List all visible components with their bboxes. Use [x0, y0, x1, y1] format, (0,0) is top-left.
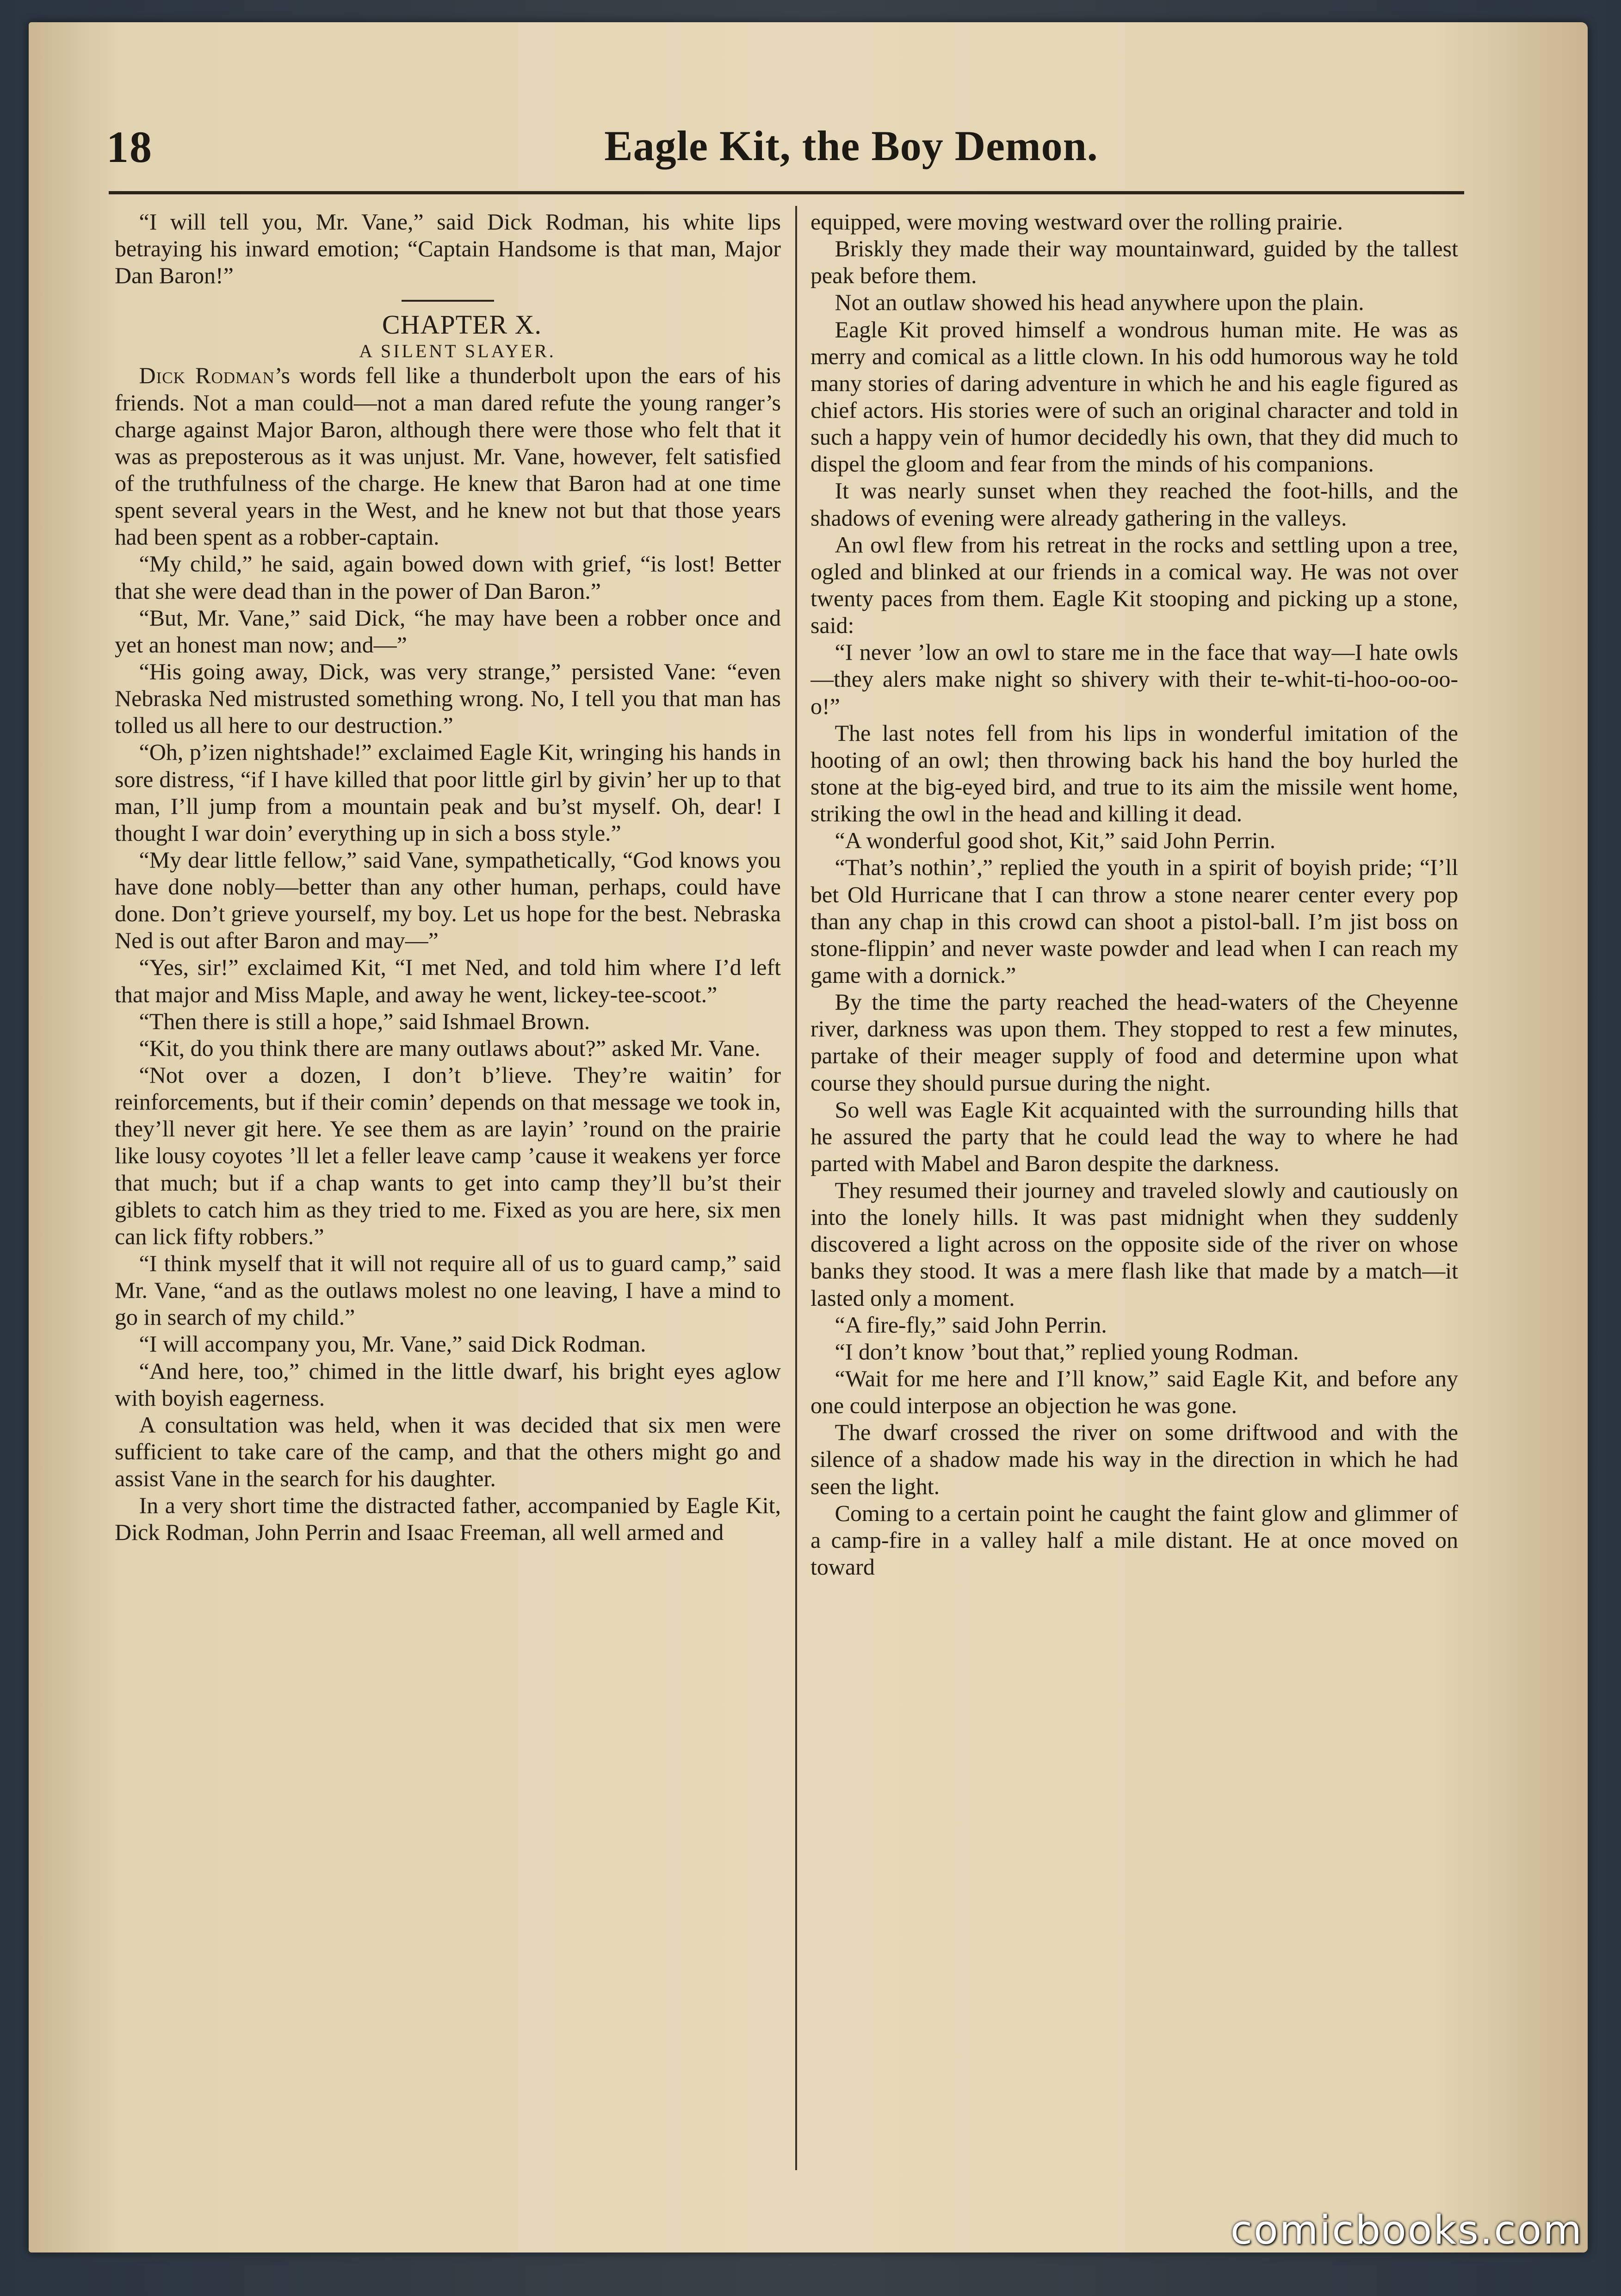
paragraph: “A wonderful good shot, Kit,” said John Perrin.: [835, 827, 1276, 854]
paragraph: “Yes, sir!” exclaimed Kit, “I met Ned, and told him where I’d left that major and Miss Maple, and away he went, lickey-tee-scoot.”: [115, 954, 781, 1007]
paragraph: “His going away, Dick, was very strange,” persisted Vane: “even Nebraska Ned mistrusted something wrong. No, I tell you that man has tolled us all here to our destruction.”: [115, 658, 781, 738]
running-title: Eagle Kit, the Boy Demon.: [604, 122, 1098, 169]
paragraph: “My child,” he said, again bowed down with grief, “is lost! Better that she were dead than in the power of Dan Baron.”: [115, 551, 781, 604]
paragraph: “I think myself that it will not require all of us to guard camp,” said Mr. Vane, “and as the outlaws molest no one leaving, I have a mind to go in search of my child.”: [115, 1250, 781, 1330]
paragraph: “I will tell you, Mr. Vane,” said Dick Rodman, his white lips betraying his inward emotion; “Captain Handsome is that man, Major Dan Baron!”: [115, 209, 781, 289]
chapter-title: CHAPTER X.: [382, 310, 542, 340]
paragraph: “But, Mr. Vane,” said Dick, “he may have been a robber once and yet an honest man now; and—”: [115, 604, 781, 658]
paragraph: “Wait for me here and I’ll know,” said Eagle Kit, and before any one could interpose an objection he was gone.: [810, 1365, 1458, 1419]
paragraph: An owl flew from his retreat in the rocks and settling upon a tree, ogled and blinked at our friends in a comical way. He was not over twenty paces from them. Eagle Kit stooping and picking up a stone, said:: [810, 531, 1458, 639]
section-divider: [402, 300, 494, 302]
paragraph: A consultation was held, when it was decided that six men were sufficient to take care of the camp, and that the others might go and assist Vane in the search for his daughter.: [115, 1411, 781, 1492]
column-rule: [795, 206, 797, 2170]
paragraph: Not an outlaw showed his head anywhere upon the plain.: [835, 289, 1364, 316]
small-caps-lead: Dick Rodman: [139, 362, 275, 389]
right-column: [810, 208, 1458, 2170]
paragraph: [115, 362, 781, 550]
paragraph: equipped, were moving westward over the rolling prairie.: [810, 209, 1343, 235]
paragraph-text: ’s words fell like a thunderbolt upon the ears of his friends. Not a man could—not a man dared refute the young ranger’s charge against Major Baron, although there were those who felt that it was as preposterous as it was unjust. Mr. Vane, however, felt satisfied of the truthfulness of the charge. He knew that Baron had at one time spent several years in the West, and he knew not but that those years had been spent as a robber-captain.: [115, 362, 781, 550]
paragraph: “I never ’low an owl to stare me in the face that way—I hate owls—they alers make night so shivery with their te-whit-ti-hoo-oo-oo-o!”: [810, 639, 1458, 719]
paragraph: In a very short time the distracted father, accompanied by Eagle Kit, Dick Rodman, John Perrin and Isaac Freeman, all well armed and: [115, 1492, 781, 1545]
paragraph: “A fire-fly,” said John Perrin.: [835, 1311, 1107, 1338]
paragraph: “Not over a dozen, I don’t b’lieve. They’re waitin’ for reinforcements, but if their comin’ depends on that message we took in, they’ll never git here. Ye see them as are layin’ ’round on the prairie like lousy coyotes ’ll let a feller leave camp ’cause it weakens yer force that much; but if a chap wants to get into camp they’ll bu’st their giblets to catch him as they tried to me. Fixed as you are here, six men can lick fifty robbers.”: [115, 1062, 781, 1249]
paragraph: It was nearly sunset when they reached the foot-hills, and the shadows of evening were already gathering in the valleys.: [810, 478, 1458, 531]
paragraph: The last notes fell from his lips in wonderful imitation of the hooting of an owl; then throwing back his hand the boy hurled the stone at the big-eyed bird, and true to its aim the missile went home, striking the owl in the head and killing it dead.: [810, 720, 1458, 827]
paragraph: “Kit, do you think there are many outlaws about?” asked Mr. Vane.: [139, 1035, 761, 1061]
chapter-subtitle: A SILENT SLAYER.: [359, 340, 556, 361]
paragraph: “My dear little fellow,” said Vane, sympathetically, “God knows you have done nobly—better than any other human, perhaps, could have done. Don’t grieve yourself, my boy. Let us hope for the best. Nebraska Ned is out after Baron and may—”: [115, 846, 781, 954]
paragraph: Eagle Kit proved himself a wondrous human mite. He was as merry and comical as a little clown. In his odd humorous way he told many stories of daring adventure in which he and his eagle figured as chief actors. His stories were of such an original character and told in such a happy vein of humor decidedly his own, that they did much to dispel the gloom and fear from the minds of his companions.: [810, 316, 1458, 477]
paragraph: “I will accompany you, Mr. Vane,” said Dick Rodman.: [139, 1331, 646, 1357]
paragraph: “I don’t know ’bout that,” replied young Rodman.: [835, 1338, 1299, 1365]
page-number: 18: [106, 122, 153, 172]
header-rule: [109, 191, 1464, 194]
paragraph: “And here, too,” chimed in the little dwarf, his bright eyes aglow with boyish eagerness.: [115, 1358, 781, 1411]
paragraph: Coming to a certain point he caught the faint glow and glimmer of a camp-fire in a valley half a mile distant. He at once moved on toward: [810, 1500, 1458, 1580]
paragraph: Briskly they made their way mountainward, guided by the tallest peak before them.: [810, 236, 1458, 289]
left-column: [115, 208, 781, 2170]
paragraph: “Then there is still a hope,” said Ishmael Brown.: [139, 1008, 590, 1034]
paragraph: The dwarf crossed the river on some driftwood and with the silence of a shadow made his way in the direction in which he had seen the light.: [810, 1419, 1458, 1499]
paragraph: They resumed their journey and traveled slowly and cautiously on into the lonely hills. It was past midnight when they suddenly discovered a light across on the opposite side of the river on whose banks they stood. It was a mere flash like that made by a match—it lasted only a moment.: [810, 1177, 1458, 1311]
paragraph: By the time the party reached the head-waters of the Cheyenne river, darkness was upon them. They stopped to rest a few minutes, partake of their meager supply of food and determine upon what course they should pursue during the night.: [810, 989, 1458, 1096]
paragraph: So well was Eagle Kit acquainted with the surrounding hills that he assured the party that he could lead the way to where he had parted with Mabel and Baron despite the darkness.: [810, 1096, 1458, 1176]
paragraph: “That’s nothin’,” replied the youth in a spirit of boyish pride; “I’ll bet Old Hurricane that I can throw a stone nearer center every pop than any chap in this crowd can shoot a pistol-ball. I’m jist boss on stone-flippin’ and never waste powder and lead when I can reach my game with a dornick.”: [810, 854, 1458, 988]
watermark: comicbooks.com: [1230, 2207, 1583, 2253]
paragraph: “Oh, p’izen nightshade!” exclaimed Eagle Kit, wringing his hands in sore distress, “if I have killed that poor little girl by givin’ her up to that man, I’ll jump from a mountain peak and bu’st myself. Oh, dear! I thought I war doin’ everything up in sich a boss style.”: [115, 739, 781, 846]
